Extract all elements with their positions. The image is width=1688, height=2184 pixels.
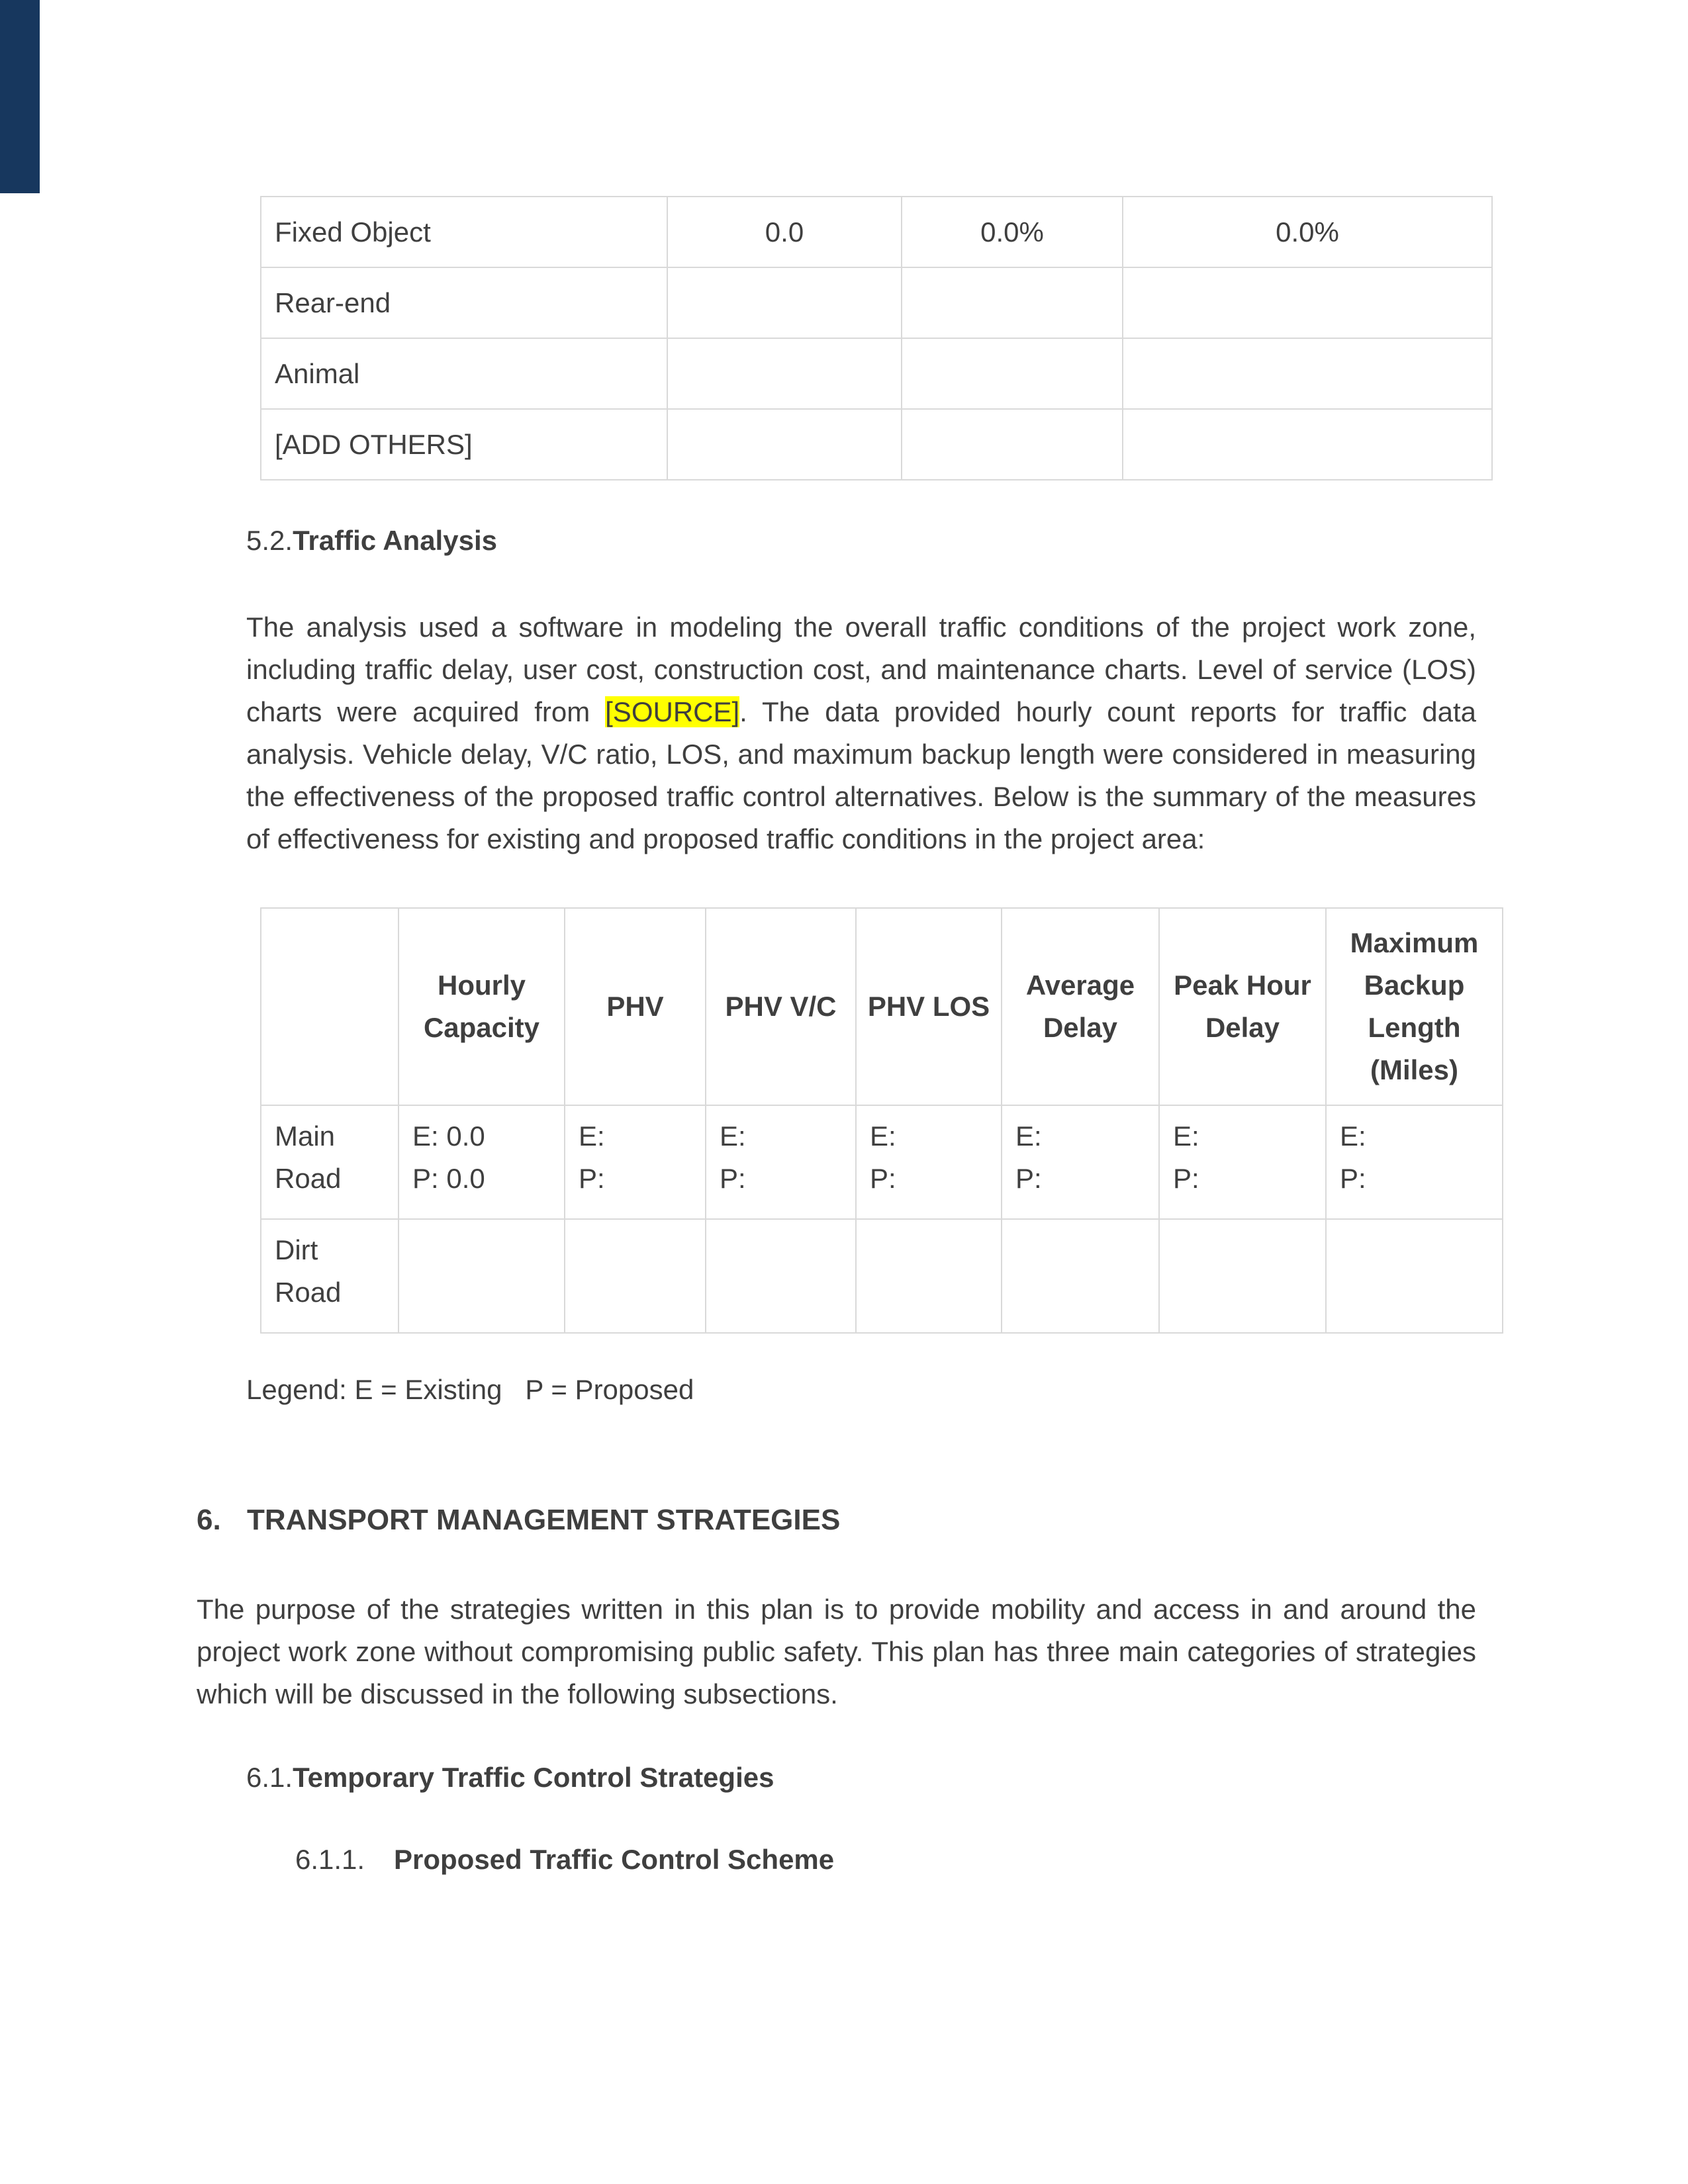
section-6-1-1-heading	[295, 1844, 834, 1876]
source-placeholder: [SOURCE]	[605, 696, 740, 727]
section-6-heading	[197, 1504, 840, 1537]
value-cell	[1159, 1105, 1326, 1219]
section-title: Traffic Analysis	[293, 525, 497, 556]
proposed-value	[1173, 1271, 1312, 1314]
proposed-value: P:	[870, 1163, 896, 1194]
column-header: Hourly Capacity	[399, 908, 565, 1105]
value-cell: 0.0%	[902, 197, 1123, 267]
analysis-paragraph	[246, 606, 1476, 860]
value-cell	[1123, 409, 1492, 480]
value-cell	[399, 1219, 565, 1333]
existing-value	[412, 1229, 551, 1271]
proposed-value	[720, 1271, 842, 1314]
crash-type-cell: Animal	[261, 338, 667, 409]
value-cell	[1002, 1105, 1159, 1219]
table-row	[261, 267, 1492, 338]
section-title: TRANSPORT MANAGEMENT STRATEGIES	[247, 1504, 841, 1536]
existing-value	[579, 1229, 692, 1271]
value-cell	[667, 338, 902, 409]
existing-value: E:	[1173, 1120, 1199, 1152]
crash-type-cell: Fixed Object	[261, 197, 667, 267]
proposed-value	[412, 1271, 551, 1314]
value-cell	[902, 267, 1123, 338]
section-number: 6.1.	[246, 1762, 293, 1793]
existing-value	[870, 1229, 988, 1271]
section-title: Temporary Traffic Control Strategies	[293, 1762, 774, 1793]
table-legend: Legend: E = Existing P = Proposed	[246, 1374, 694, 1405]
value-cell	[565, 1105, 706, 1219]
proposed-value: P:	[720, 1163, 746, 1194]
section-6-1-heading	[246, 1762, 774, 1794]
section-number: 6.1.1.	[295, 1844, 365, 1875]
value-cell: 0.0%	[1123, 197, 1492, 267]
value-cell	[706, 1105, 856, 1219]
value-cell	[667, 409, 902, 480]
existing-value: E: 0.0	[412, 1120, 485, 1152]
existing-value: E:	[1015, 1120, 1042, 1152]
value-cell	[667, 267, 902, 338]
value-cell	[856, 1219, 1002, 1333]
road-name-cell: Main Road	[261, 1105, 399, 1219]
value-cell	[1123, 338, 1492, 409]
table-row	[261, 409, 1492, 480]
section-title: Proposed Traffic Control Scheme	[394, 1844, 835, 1875]
value-cell	[902, 409, 1123, 480]
table-row	[261, 1219, 1503, 1333]
existing-value	[1340, 1229, 1489, 1271]
section-number: 6.	[197, 1504, 221, 1536]
column-header: PHV	[565, 908, 706, 1105]
proposed-value: P: 0.0	[412, 1163, 485, 1194]
measures-of-effectiveness-table	[260, 907, 1503, 1334]
section-6-paragraph: The purpose of the strategies written in this plan is to provide mobility and access in and around the project work zone without compromising public safety. This plan has three main categories of strategies which will be discussed in the following subsections.	[197, 1594, 1476, 1709]
crash-type-cell: [ADD OTHERS]	[261, 409, 667, 480]
side-accent-bar	[0, 0, 40, 193]
table-row	[261, 1105, 1503, 1219]
value-cell	[1123, 267, 1492, 338]
existing-value	[1173, 1229, 1312, 1271]
existing-value	[1015, 1229, 1145, 1271]
proposed-value	[870, 1271, 988, 1314]
paragraph-text: The analysis used a software in modeling the overall traffic conditions of the project work zone, including traffic delay, user cost, construction cost, and maintenance charts. Level of service (LOS) charts were acquired from	[246, 612, 1476, 727]
column-header: Average Delay	[1002, 908, 1159, 1105]
paragraph-text: . The data provided hourly count reports for traffic data analysis. Vehicle delay, V/C ratio, LOS, and maximum backup length were considered in measuring the effectiveness of the proposed traffic control alternatives. Below is the summary of the measures of effectiveness for existing and proposed traffic conditions in the project area:	[246, 696, 1476, 854]
value-cell	[1159, 1219, 1326, 1333]
existing-value: E:	[720, 1120, 746, 1152]
proposed-value: P:	[1340, 1163, 1366, 1194]
proposed-value: P:	[579, 1163, 605, 1194]
value-cell	[565, 1219, 706, 1333]
column-header	[261, 908, 399, 1105]
section-5-2-heading	[246, 525, 497, 557]
column-header: PHV LOS	[856, 908, 1002, 1105]
road-name-cell: Dirt Road	[261, 1219, 399, 1333]
table-row	[261, 338, 1492, 409]
value-cell	[1002, 1219, 1159, 1333]
column-header: PHV V/C	[706, 908, 856, 1105]
proposed-value	[1340, 1271, 1489, 1314]
column-header: Peak Hour Delay	[1159, 908, 1326, 1105]
value-cell	[706, 1219, 856, 1333]
existing-value: E:	[1340, 1120, 1366, 1152]
section-number: 5.2.	[246, 525, 293, 556]
crash-type-cell: Rear-end	[261, 267, 667, 338]
existing-value: E:	[579, 1120, 605, 1152]
proposed-value	[1015, 1271, 1145, 1314]
crash-type-table	[260, 196, 1493, 480]
column-header: Maximum Backup Length (Miles)	[1326, 908, 1503, 1105]
value-cell	[399, 1105, 565, 1219]
existing-value: E:	[870, 1120, 896, 1152]
value-cell	[1326, 1105, 1503, 1219]
value-cell	[902, 338, 1123, 409]
proposed-value: P:	[1173, 1163, 1199, 1194]
value-cell: 0.0	[667, 197, 902, 267]
proposed-value: P:	[1015, 1163, 1042, 1194]
value-cell	[1326, 1219, 1503, 1333]
value-cell	[856, 1105, 1002, 1219]
proposed-value	[579, 1271, 692, 1314]
existing-value	[720, 1229, 842, 1271]
table-row	[261, 197, 1492, 267]
